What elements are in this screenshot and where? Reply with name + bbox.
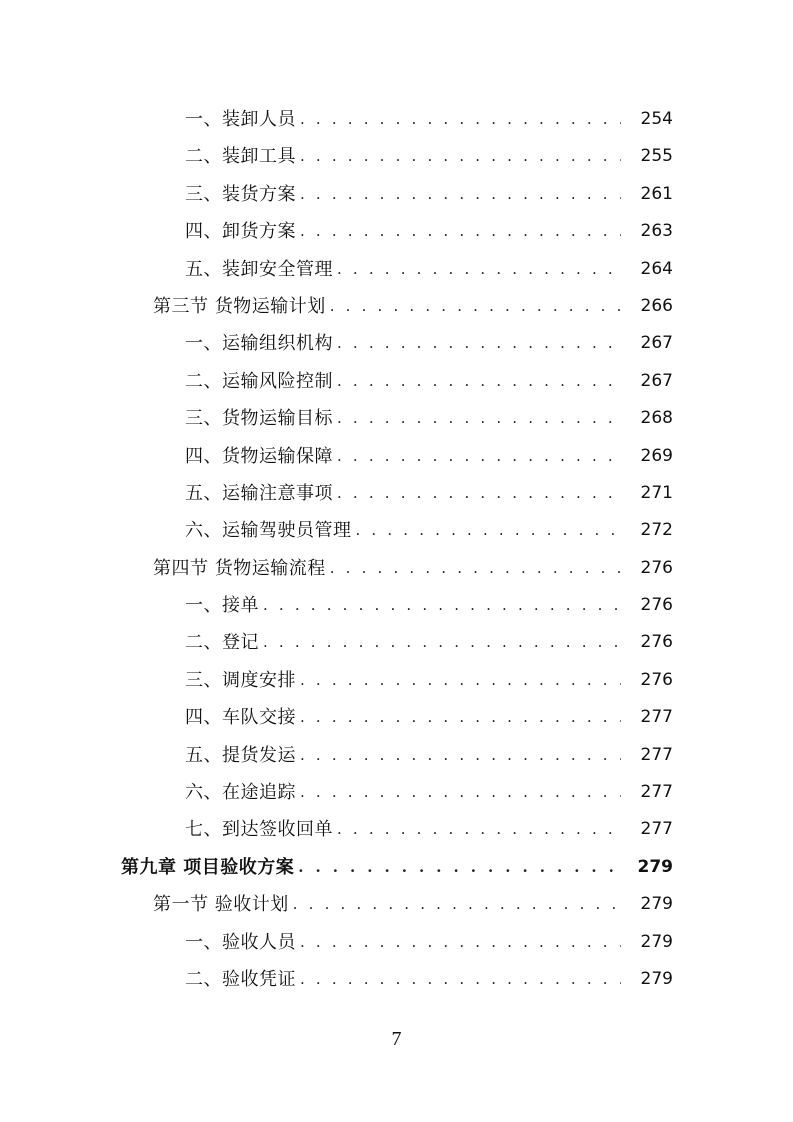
toc-entry-section[interactable] [0,550,793,587]
dot-leader [337,475,621,512]
dot-leader [300,662,621,699]
toc-entry-title: 一、验收人员 [185,931,296,953]
toc-entry-page-number: 277 [640,707,673,728]
toc-entry-item[interactable] [0,400,793,437]
toc-entry-item[interactable] [0,587,793,624]
toc-entry-item[interactable] [0,251,793,288]
toc-entry-page-number: 266 [640,295,673,316]
toc-entry-page-number: 277 [640,782,673,803]
dot-leader [300,176,621,213]
dot-leader [337,811,621,848]
toc-entry-title: 一、装卸人员 [185,109,296,130]
toc-entry-title: 第四节 货物运输流程 [153,557,326,579]
toc-entry-item[interactable] [0,363,793,400]
toc-entry-item[interactable] [0,662,793,699]
toc-entry-section[interactable] [0,886,793,923]
toc-entry-title: 第一节 验收计划 [153,894,289,916]
toc-entry-title: 六、运输驾驶员管理 [185,520,352,542]
dot-leader [337,325,621,362]
toc-entry-item[interactable] [0,924,793,961]
toc-entry-title: 五、运输注意事项 [185,482,333,504]
toc-entry-item[interactable] [0,512,793,549]
page-number: 7 [391,1028,402,1050]
dot-leader [300,213,621,250]
toc-entry-page-number: 276 [640,557,673,578]
toc-entry-title: 三、装货方案 [185,183,296,205]
toc-entry-page-number: 279 [640,931,673,952]
toc-entry-page-number: 277 [640,744,673,765]
toc-entry-title: 三、调度安排 [185,669,296,691]
toc-entry-page-number: 272 [640,520,673,541]
dot-leader [337,363,621,400]
toc-entry-title: 四、车队交接 [185,707,296,729]
dot-leader [337,251,621,288]
dot-leader [300,101,621,138]
toc-entry-item[interactable] [0,961,793,998]
toc-entry-page-number: 267 [640,333,673,354]
dot-leader [300,699,621,736]
table-of-contents [0,101,793,998]
dot-leader [337,400,621,437]
toc-entry-title: 六、在途追踪 [185,782,296,804]
dot-leader [300,924,621,961]
toc-entry-title: 第三节 货物运输计划 [153,295,326,317]
dot-leader [298,849,621,886]
toc-entry-page-number: 277 [640,819,673,840]
toc-entry-title: 一、接单 [185,595,259,617]
dot-leader [293,886,621,923]
toc-entry-item[interactable] [0,438,793,475]
toc-entry-item[interactable] [0,325,793,362]
toc-entry-title: 五、装卸安全管理 [185,258,333,280]
toc-entry-title: 七、到达签收回单 [185,819,333,841]
dot-leader [263,624,621,661]
toc-entry-page-number: 276 [640,632,673,653]
toc-entry-page-number: 261 [640,183,673,204]
toc-entry-title: 三、货物运输目标 [185,408,333,430]
toc-entry-page-number: 268 [640,408,673,429]
toc-entry-item[interactable] [0,699,793,736]
toc-entry-title: 四、货物运输保障 [185,445,333,467]
toc-entry-section[interactable] [0,288,793,325]
toc-entry-page-number: 279 [637,856,673,877]
dot-leader [356,512,622,549]
dot-leader [337,438,621,475]
toc-entry-item[interactable] [0,774,793,811]
toc-entry-page-number: 279 [640,894,673,915]
toc-entry-title: 第九章 项目验收方案 [121,856,295,878]
toc-entry-item[interactable] [0,811,793,848]
toc-entry-page-number: 264 [640,258,673,279]
dot-leader [300,961,621,998]
toc-entry-page-number: 254 [640,109,673,129]
dot-leader [300,774,621,811]
toc-entry-title: 二、验收凭证 [185,968,296,990]
toc-entry-title: 二、登记 [185,632,259,654]
dot-leader [300,138,621,175]
toc-entry-item[interactable] [0,138,793,175]
toc-entry-page-number: 276 [640,669,673,690]
toc-entry-page-number: 276 [640,595,673,616]
toc-entry-chapter[interactable] [0,849,793,886]
toc-entry-item[interactable] [0,737,793,774]
toc-entry-title: 二、装卸工具 [185,146,296,168]
toc-entry-page-number: 279 [640,968,673,989]
dot-leader [330,288,621,325]
toc-entry-item[interactable] [0,624,793,661]
dot-leader [330,550,621,587]
toc-entry-item[interactable] [0,176,793,213]
toc-entry-item[interactable] [0,101,793,138]
toc-entry-page-number: 269 [640,445,673,466]
toc-entry-title: 一、运输组织机构 [185,333,333,355]
toc-entry-title: 四、卸货方案 [185,221,296,243]
toc-entry-title: 五、提货发运 [185,744,296,766]
toc-entry-page-number: 263 [640,221,673,242]
toc-entry-page-number: 267 [640,370,673,391]
toc-entry-page-number: 271 [640,482,673,503]
toc-entry-item[interactable] [0,213,793,250]
dot-leader [263,587,621,624]
toc-entry-page-number: 255 [640,146,673,167]
dot-leader [300,737,621,774]
toc-entry-title: 二、运输风险控制 [185,370,333,392]
toc-entry-item[interactable] [0,475,793,512]
